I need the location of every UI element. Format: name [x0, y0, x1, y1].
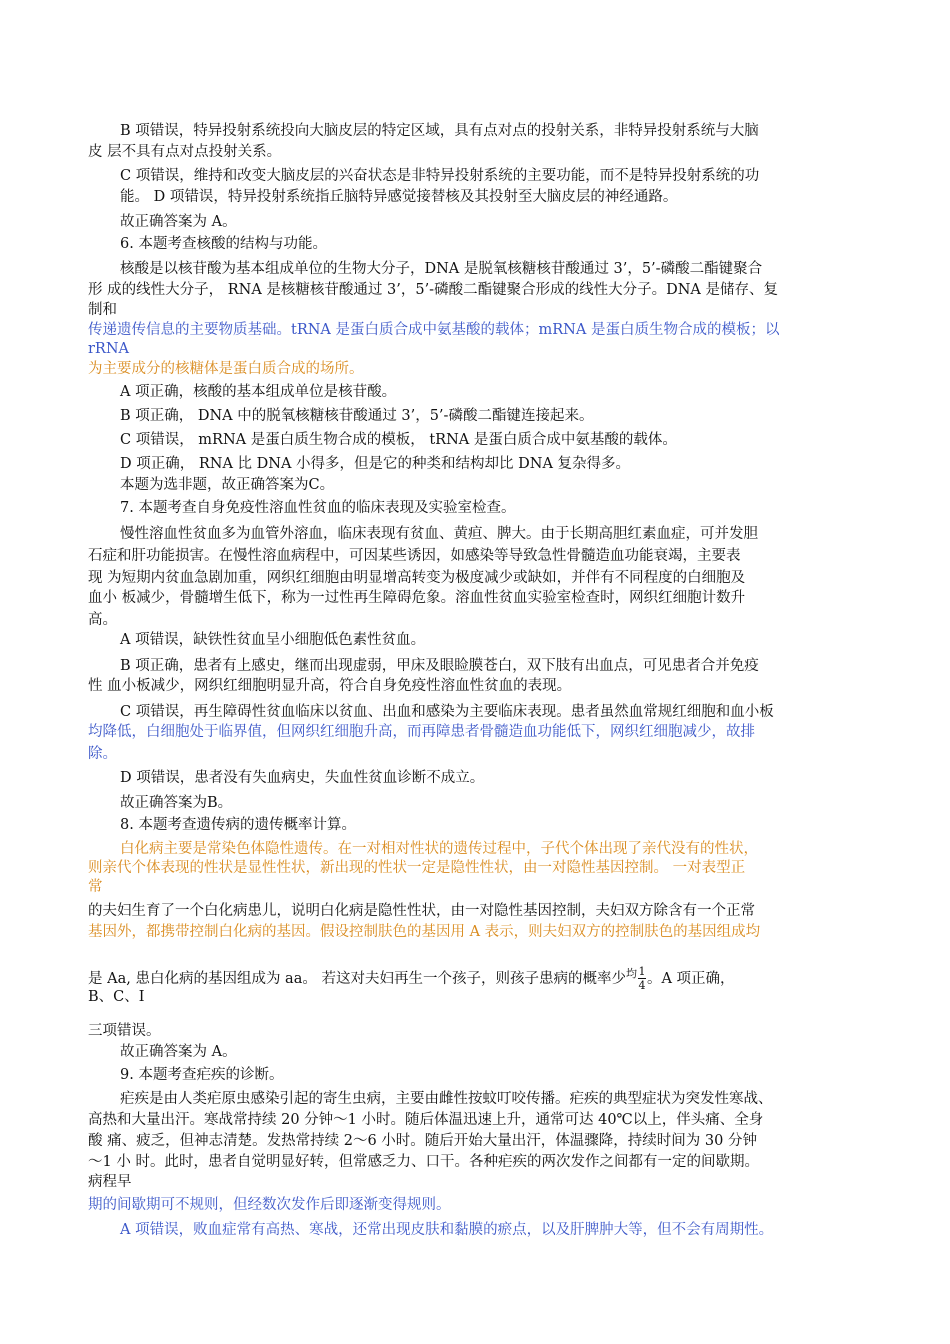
text-line: 核酸是以核苷酸为基本组成单位的生物大分子，DNA 是脱氧核糖核苷酸通过 3’，5’-磷酸二酯键聚合	[120, 261, 763, 277]
text-line: 本题为选非题，故正确答案为C。	[120, 477, 335, 493]
text-line: rRNA	[88, 341, 130, 357]
text-line: A 项正确，核酸的基本组成单位是核苷酸。	[120, 384, 397, 400]
text-line: 常	[88, 879, 103, 895]
text-line: 除。	[88, 746, 117, 762]
text-line: A 项错误，败血症常有高热、寒战，还常出现皮肤和黏膜的瘀点，以及肝脾肿大等，但不会有周期性。	[120, 1222, 774, 1238]
text-line: C 项错误，再生障碍性贫血临床以贫血、出血和感染为主要临床表现。患者虽然血常规红细胞和血小板	[120, 704, 774, 720]
text-line: 白化病主要是常染色体隐性遗传。在一对相对性状的遗传过程中，子代个体出现了亲代没有的性状，	[120, 841, 758, 857]
text-line: 酸 痛、疲乏，但神志清楚。发热常持续 2～6 小时。随后开始大量出汗，体温骤降，持续时间为 30 分钟	[88, 1133, 757, 1149]
text-line: 制和	[88, 302, 117, 318]
section-heading: 8. 本题考查遗传病的遗传概率计算。	[120, 817, 356, 833]
section-heading: 6. 本题考查核酸的结构与功能。	[120, 236, 327, 252]
text-line: 高热和大量出汗。寒战常持续 20 分钟～1 小时。随后体温迅速上升，通常可达 40℃以上，伴头痛、全身	[88, 1112, 764, 1128]
text-line: ～1 小 时。此时，患者自觉明显好转，但常感乏力、口干。各种疟疾的两次发作之间都有一定的间歇期。	[88, 1154, 759, 1170]
text-line: 疟疾是由人类疟原虫感染引起的寄生虫病，主要由雌性按蚊叮咬传播。疟疾的典型症状为突发性寒战、	[120, 1091, 773, 1107]
text-line: 现 为短期内贫血急剧加重，网织红细胞由明显增高转变为极度减少或缺如，并伴有不同程度的白细胞及	[88, 570, 746, 586]
text-line: 则亲代个体表现的性状是显性性状，新出现的性状一定是隐性性状，由一对隐性基因控制。 一对表型正	[88, 860, 746, 876]
text-line: B 项错误，特异投射系统投向大脑皮层的特定区域，具有点对点的投射关系，非特异投射系统与大脑	[120, 123, 759, 139]
text-line-with-fraction: 是 Aa, 患白化病的基因组成为 aa。 若这对夫妇再生一个孩子，则孩子患病的概率少$^均$ $\frac{1}{4}$ 。A 项正确，	[88, 965, 735, 993]
fraction: $\frac{1}{4}$	[638, 965, 646, 993]
text-line: 形 成的线性大分子， RNA 是核糖核苷酸通过 3’，5’-磷酸二酯键聚合形成的线性大分子。DNA 是储存、复	[88, 282, 778, 298]
text-line: 为主要成分的核糖体是蛋白质合成的场所。	[88, 361, 364, 377]
section-heading: 9. 本题考查疟疾的诊断。	[120, 1067, 284, 1083]
text-line: 三项错误。	[88, 1023, 161, 1039]
text-line: 的夫妇生育了一个白化病患儿，说明白化病是隐性性状，由一对隐性基因控制，夫妇双方除含有一个正常	[88, 903, 755, 919]
text-line: 期的间歇期可不规则，但经数次发作后即逐渐变得规则。	[88, 1197, 451, 1213]
text-line: 能。 D 项错误，特异投射系统指丘脑特异感觉接替核及其投射至大脑皮层的神经通路。	[120, 189, 678, 205]
text-line: 故正确答案为 A。	[120, 1044, 237, 1060]
text-line: 血小 板减少，骨髓增生低下，称为一过性再生障碍危象。溶血性贫血实验室检查时，网织红细胞计数升	[88, 590, 746, 606]
text-line: B 项正确，患者有上感史，继而出现虚弱，甲床及眼睑膜苍白，双下肢有出血点，可见患者合并免疫	[120, 658, 759, 674]
text-line: 均降低，白细胞处于临界值，但网织红细胞升高，而再障患者骨髓造血功能低下，网织红细胞减少，故排	[88, 724, 755, 740]
text-line: A 项错误，缺铁性贫血呈小细胞低色素性贫血。	[120, 632, 426, 648]
text-line: C 项错误， mRNA 是蛋白质生物合成的模板， tRNA 是蛋白质合成中氨基酸的载体。	[120, 432, 677, 448]
text-line: 故正确答案为 A。	[120, 214, 237, 230]
text-line: 性 血小板减少，网织红细胞明显升高，符合自身免疫性溶血性贫血的表现。	[88, 678, 572, 694]
text-line: 慢性溶血性贫血多为血管外溶血，临床表现有贫血、黄疸、脾大。由于长期高胆红素血症，可并发胆	[120, 526, 758, 542]
text-line: 石症和肝功能损害。在慢性溶血病程中，可因某些诱因，如感染等导致急性骨髓造血功能衰竭，主要表	[88, 548, 741, 564]
text-line: D 项错误，患者没有失血病史，失血性贫血诊断不成立。	[120, 770, 485, 786]
text-line: 基因外，都携带控制白化病的基因。假设控制肤色的基因用 A 表示，则夫妇双方的控制肤色的基因组成均	[88, 924, 761, 940]
text-line: 高。	[88, 612, 117, 628]
text-line: B 项正确， DNA 中的脱氧核糖核苷酸通过 3’，5’-磷酸二酯键连接起来。	[120, 408, 594, 424]
text-line: D 项正确， RNA 比 DNA 小得多，但是它的种类和结构却比 DNA 复杂得多。	[120, 456, 631, 472]
text-line: B、C、I	[88, 989, 145, 1005]
text-line: 病程早	[88, 1174, 132, 1190]
text-line: 皮 层不具有点对点投射关系。	[88, 144, 282, 160]
text-line: C 项错误，维持和改变大脑皮层的兴奋状态是非特异投射系统的主要功能，而不是特异投射系统的功	[120, 168, 760, 184]
text-line: 故正确答案为B。	[120, 795, 233, 811]
text-line: 传递遗传信息的主要物质基础。tRNA 是蛋白质合成中氨基酸的载体；mRNA 是蛋白质生物合成的模板；以	[88, 322, 780, 338]
section-heading: 7. 本题考查自身免疫性溶血性贫血的临床表现及实验室检查。	[120, 500, 516, 516]
